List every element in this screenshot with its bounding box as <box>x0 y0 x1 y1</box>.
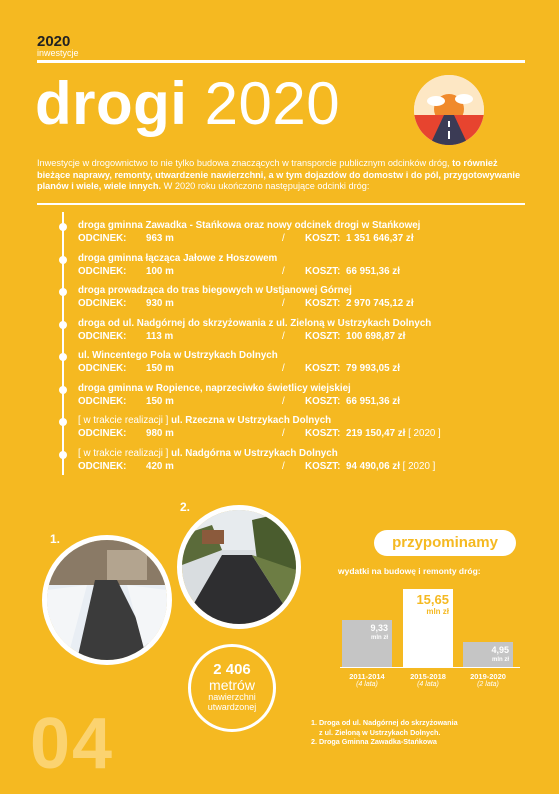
cost-label: KOSZT: <box>305 330 341 342</box>
length-label: ODCINEK: <box>78 265 127 277</box>
timeline-dot <box>59 321 67 329</box>
road-name <box>78 383 351 395</box>
separator: / <box>282 460 285 472</box>
cost-value: 79 993,05 zł <box>346 363 400 374</box>
road-name <box>78 318 431 330</box>
category-label: 2015-2018 <box>410 672 446 681</box>
road-name-text: droga od ul. Nadgórnej do skrzyżowania z ul. Zieloną w Ustrzykach Dolnych <box>78 317 432 329</box>
length-label: ODCINEK: <box>78 428 127 439</box>
timeline-dot <box>59 353 67 361</box>
note-1-cont: z ul. Zieloną w Ustrzykach Dolnych. <box>319 727 441 737</box>
intro-tail-text: W 2020 roku ukończono następujące odcinki dróg: <box>161 181 370 191</box>
cost-value: 1 351 646,37 zł <box>346 233 414 244</box>
road-name-text: droga prowadząca do tras biegowych w Ustjanowej Górnej <box>78 285 352 296</box>
paved-meters-badge <box>188 644 276 732</box>
length-value: 420 m <box>146 460 174 472</box>
section-label: inwestycje <box>37 48 79 58</box>
length-label: ODCINEK: <box>78 395 127 407</box>
cost-value-group <box>346 331 405 343</box>
intro-bold-text: to również bieżące naprawy, remonty, utwardzenie nawierzchni, a w tym dojazdów do domostw i do pól, przygotowywanie planów i wiele, wiele innych. <box>37 158 521 191</box>
cost-label: KOSZT: <box>305 460 341 472</box>
cost-value: 94 490,06 zł <box>346 460 400 472</box>
timeline-line <box>62 212 64 475</box>
cost-label: KOSZT: <box>305 298 341 309</box>
category-label: 2019-2020 <box>470 672 506 681</box>
separator: / <box>282 395 285 407</box>
cost-label: KOSZT: <box>305 428 341 439</box>
length-value: 113 m <box>146 330 174 342</box>
cost-note: [ 2020 ] <box>405 428 441 439</box>
separator: / <box>282 428 285 439</box>
road-name <box>78 415 331 427</box>
photo-2 <box>177 505 301 629</box>
road-name-text: droga gminna Zawadka - Stańkowa oraz nowy odcinek drogi w Stańkowej <box>78 220 421 231</box>
length-value: 963 m <box>146 233 174 244</box>
timeline-dot <box>59 451 67 459</box>
cost-value: 219 150,47 zł <box>346 428 406 439</box>
separator: / <box>282 363 285 374</box>
photo-2-number: 2. <box>180 500 191 514</box>
timeline-dot <box>59 256 67 264</box>
length-label: ODCINEK: <box>78 298 127 309</box>
cost-value: 66 951,36 zł <box>346 265 400 277</box>
cost-label: KOSZT: <box>305 233 341 244</box>
cost-value: 66 951,36 zł <box>346 395 400 407</box>
cost-value-group <box>346 428 441 440</box>
road-name <box>78 285 352 297</box>
bar-value-label: 15,65 <box>416 592 449 607</box>
page-number: 04 <box>30 704 115 784</box>
cost-value-group <box>346 266 400 278</box>
separator: / <box>282 233 285 244</box>
page-title-light: 2020 <box>204 70 341 137</box>
photo-1 <box>42 535 172 665</box>
cost-label: KOSZT: <box>305 395 341 407</box>
length-label: ODCINEK: <box>78 330 127 342</box>
length-value: 980 m <box>146 428 174 439</box>
length-label: ODCINEK: <box>78 363 127 374</box>
category-note: (2 lata) <box>477 681 499 688</box>
road-icon <box>414 75 484 145</box>
length-value: 150 m <box>146 363 174 374</box>
intro-text: Inwestycje w drogownictwo to nie tylko budowa znaczących w transporcie publicznym odcinków dróg, <box>37 158 453 168</box>
category-label: 2011-2014 <box>349 672 385 681</box>
bar-value-label: 9,33 <box>370 623 388 633</box>
photo-1-number: 1. <box>50 532 61 546</box>
cost-label: KOSZT: <box>305 363 341 374</box>
separator: / <box>282 298 285 309</box>
middle-divider <box>37 203 525 205</box>
road-name-text: droga gminna łącząca Jałowe z Hoszowem <box>78 252 278 264</box>
road-status-tag: [ w trakcie realizacji ] <box>78 415 172 426</box>
bar-unit-label: mln zł <box>491 657 509 663</box>
cost-value-group <box>346 363 400 375</box>
intro-paragraph <box>37 158 525 193</box>
cost-note: [ 2020 ] <box>399 460 436 472</box>
road-name <box>78 350 278 362</box>
cost-value-group <box>346 233 414 245</box>
cost-value: 2 970 745,12 zł <box>346 298 414 309</box>
meters-line2: utwardzonej <box>207 702 257 712</box>
bar-value-label: 4,95 <box>491 645 509 655</box>
length-value: 150 m <box>146 395 174 407</box>
separator: / <box>282 330 285 342</box>
timeline-dot <box>59 288 67 296</box>
road-name-text: droga gminna w Ropience, naprzeciwko świetlicy wiejskiej <box>78 382 351 394</box>
top-divider <box>37 60 525 63</box>
road-name-text: ul. Nadgórna w Ustrzykach Dolnych <box>171 447 338 459</box>
year-label: 2020 <box>37 33 71 50</box>
chart-baseline <box>340 667 520 668</box>
road-name <box>78 448 338 460</box>
cost-value-group <box>346 461 435 473</box>
reminder-badge: przypominamy <box>374 530 516 556</box>
meters-unit: metrów <box>209 677 255 693</box>
page-title-bold: drogi <box>35 70 188 137</box>
page-title <box>35 72 340 136</box>
road-name <box>78 220 420 232</box>
road-status-tag: [ w trakcie realizacji ] <box>78 447 172 459</box>
bar-unit-label: mln zł <box>426 607 449 616</box>
length-value: 100 m <box>146 265 174 277</box>
road-name <box>78 253 277 265</box>
length-value: 930 m <box>146 298 174 309</box>
timeline-dot <box>59 418 67 426</box>
cost-value-group <box>346 298 414 310</box>
chart-subtitle: wydatki na budowę i remonty dróg: <box>338 566 481 576</box>
timeline-dot <box>59 223 67 231</box>
separator: / <box>282 265 285 277</box>
note-2: 2. Droga Gminna Zawadka-Stańkowa <box>311 737 437 746</box>
timeline-dot <box>59 386 67 394</box>
meters-line1: nawierzchni <box>208 692 256 702</box>
road-name-text: ul. Wincentego Pola w Ustrzykach Dolnych <box>78 350 278 361</box>
bar-unit-label: mln zł <box>370 635 388 641</box>
note-1: 1. Droga od ul. Nadgórnej do skrzyżowania <box>311 718 458 727</box>
cost-label: KOSZT: <box>305 265 341 277</box>
category-note: (4 lata) <box>356 681 378 688</box>
length-label: ODCINEK: <box>78 233 127 244</box>
road-name-text: ul. Rzeczna w Ustrzykach Dolnych <box>171 415 332 426</box>
length-label: ODCINEK: <box>78 460 127 472</box>
cost-value-group <box>346 396 400 408</box>
photo-notes <box>311 718 458 747</box>
cost-value: 100 698,87 zł <box>346 330 406 342</box>
category-note: (4 lata) <box>417 681 439 688</box>
meters-value: 2 406 <box>213 661 251 678</box>
